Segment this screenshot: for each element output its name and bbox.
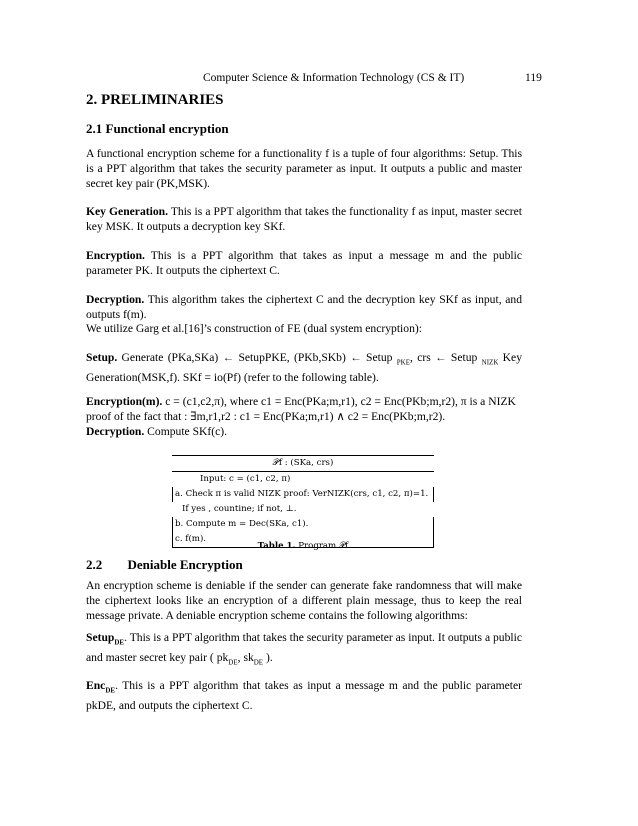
setup-sub-pke: PKE bbox=[396, 358, 410, 367]
paragraph-garg: We utilize Garg et al.[16]’s construction of FE (dual system encryption): bbox=[86, 322, 422, 335]
section-number: 2. bbox=[86, 92, 98, 108]
paragraph-setup bbox=[86, 350, 522, 385]
keygen-text: This is a PPT algorithm that takes the functionality f as input, master secret key MSK. It outputs a decryption key SKf. bbox=[86, 205, 522, 233]
program-table bbox=[172, 455, 434, 548]
paragraph-enc-de bbox=[86, 678, 522, 713]
section-heading bbox=[86, 92, 224, 109]
decryption-text: This algorithm takes the ciphertext C and the decryption key SKf as input, and outputs f(m). bbox=[86, 293, 522, 321]
setup-sub-nizk: NIZK bbox=[481, 358, 499, 367]
caption-label: Table 1. bbox=[257, 541, 296, 551]
setup-de-text-a: . This is a PPT algorithm that takes the security parameter as input. It outputs a public and master secret key pair ( pk bbox=[86, 631, 522, 665]
setup-de-label: Setup$_{DE}$ bbox=[86, 631, 125, 647]
setup-label: Setup. bbox=[86, 351, 118, 364]
program-table-step-c: c. f(m). bbox=[172, 532, 434, 547]
program-table-step-a: a. Check π is valid NIZK proof: VerNIZK(crs, c1, c2, π)=1. bbox=[172, 487, 434, 502]
section-title: PRELIMINARIES bbox=[101, 92, 224, 108]
decc-label: Decryption. bbox=[86, 425, 145, 438]
paragraph-fe-intro: A functional encryption scheme for a functionality f is a tuple of four algorithms: Setup. This is a PPT algorithm that takes the security parameter as input. It outputs a public and master secret key pair (PK,MSK). bbox=[86, 147, 522, 190]
program-table-caption bbox=[172, 541, 434, 551]
enc-de-text: . This is a PPT algorithm that takes as input a message m and the public parameter pkDE, and outputs the ciphertext C. bbox=[86, 679, 522, 713]
setup-text-a: Generate (PKa,SKa) ← SetupPKE, (PKb,SKb) ← Setup bbox=[117, 351, 397, 364]
paragraph-encryption-m bbox=[86, 394, 522, 424]
setup-de-pk-sub: DE bbox=[228, 658, 238, 667]
encryption-label: Encryption. bbox=[86, 249, 145, 262]
program-table-title: 𝒫f : (SKa, crs) bbox=[172, 456, 434, 472]
program-table-step-b: b. Compute m = Dec(SKa, c1). bbox=[172, 517, 434, 532]
decc-text: Compute SKf(c). bbox=[144, 425, 228, 438]
subsection-title: Deniable Encryption bbox=[127, 557, 243, 572]
encm-line1: c = (c1,c2,π), where c1 = Enc(PKa;m,r1), c2 = Enc(PKb;m,r2), π is a NIZK bbox=[162, 395, 516, 408]
encm-label: Encryption(m). bbox=[86, 395, 163, 408]
subsection-title-2-2 bbox=[86, 557, 243, 573]
subsection-number: 2.2 bbox=[86, 557, 103, 572]
paragraph-deniable-intro: An encryption scheme is deniable if the sender can generate fake randomness that will make the ciphertext looks like an encryption of a different plain message, thus to keep the real message private. A deniable encryption scheme contains the following algorithms: bbox=[86, 579, 522, 622]
encryption-text: This is a PPT algorithm that takes as input a message m and the public parameter PK. It outputs the ciphertext C. bbox=[86, 249, 522, 277]
setup-de-sk-sub: DE bbox=[253, 658, 264, 667]
page-number: 119 bbox=[525, 72, 542, 84]
enc-de-label: Enc$_{DE}$ bbox=[86, 679, 116, 695]
setup-text-b: , crs ← Setup bbox=[410, 351, 482, 364]
paragraph-decryption bbox=[86, 292, 522, 322]
subsection-title-2-1: 2.1 Functional encryption bbox=[86, 121, 229, 136]
program-table-input: Input: c = (c1, c2, π) bbox=[200, 474, 291, 484]
paragraph-decryption-c bbox=[86, 424, 522, 439]
program-table-step-a2: If yes , countine; if not, ⊥. bbox=[182, 504, 297, 514]
paragraph-setup-de bbox=[86, 630, 522, 671]
running-header: Computer Science & Information Technology (CS & IT) bbox=[203, 72, 465, 84]
caption-text: Program 𝒫f bbox=[295, 541, 349, 551]
paragraph-keygen bbox=[86, 204, 522, 234]
setup-de-text-c: ). bbox=[263, 651, 273, 665]
keygen-label: Key Generation. bbox=[86, 205, 168, 218]
decryption-label: Decryption. bbox=[86, 293, 145, 306]
paragraph-encryption bbox=[86, 248, 522, 278]
encm-line2: proof of the fact that : ∃m,r1,r2 : c1 = Enc(PKa;m,r1) ∧ c2 = Enc(PKb;m,r2). bbox=[86, 410, 446, 423]
setup-de-text-b: , sk bbox=[237, 651, 254, 665]
setup-text-c: Key Generation(MSK,f). SKf = io(Pf) (refer to the following table). bbox=[86, 351, 522, 385]
